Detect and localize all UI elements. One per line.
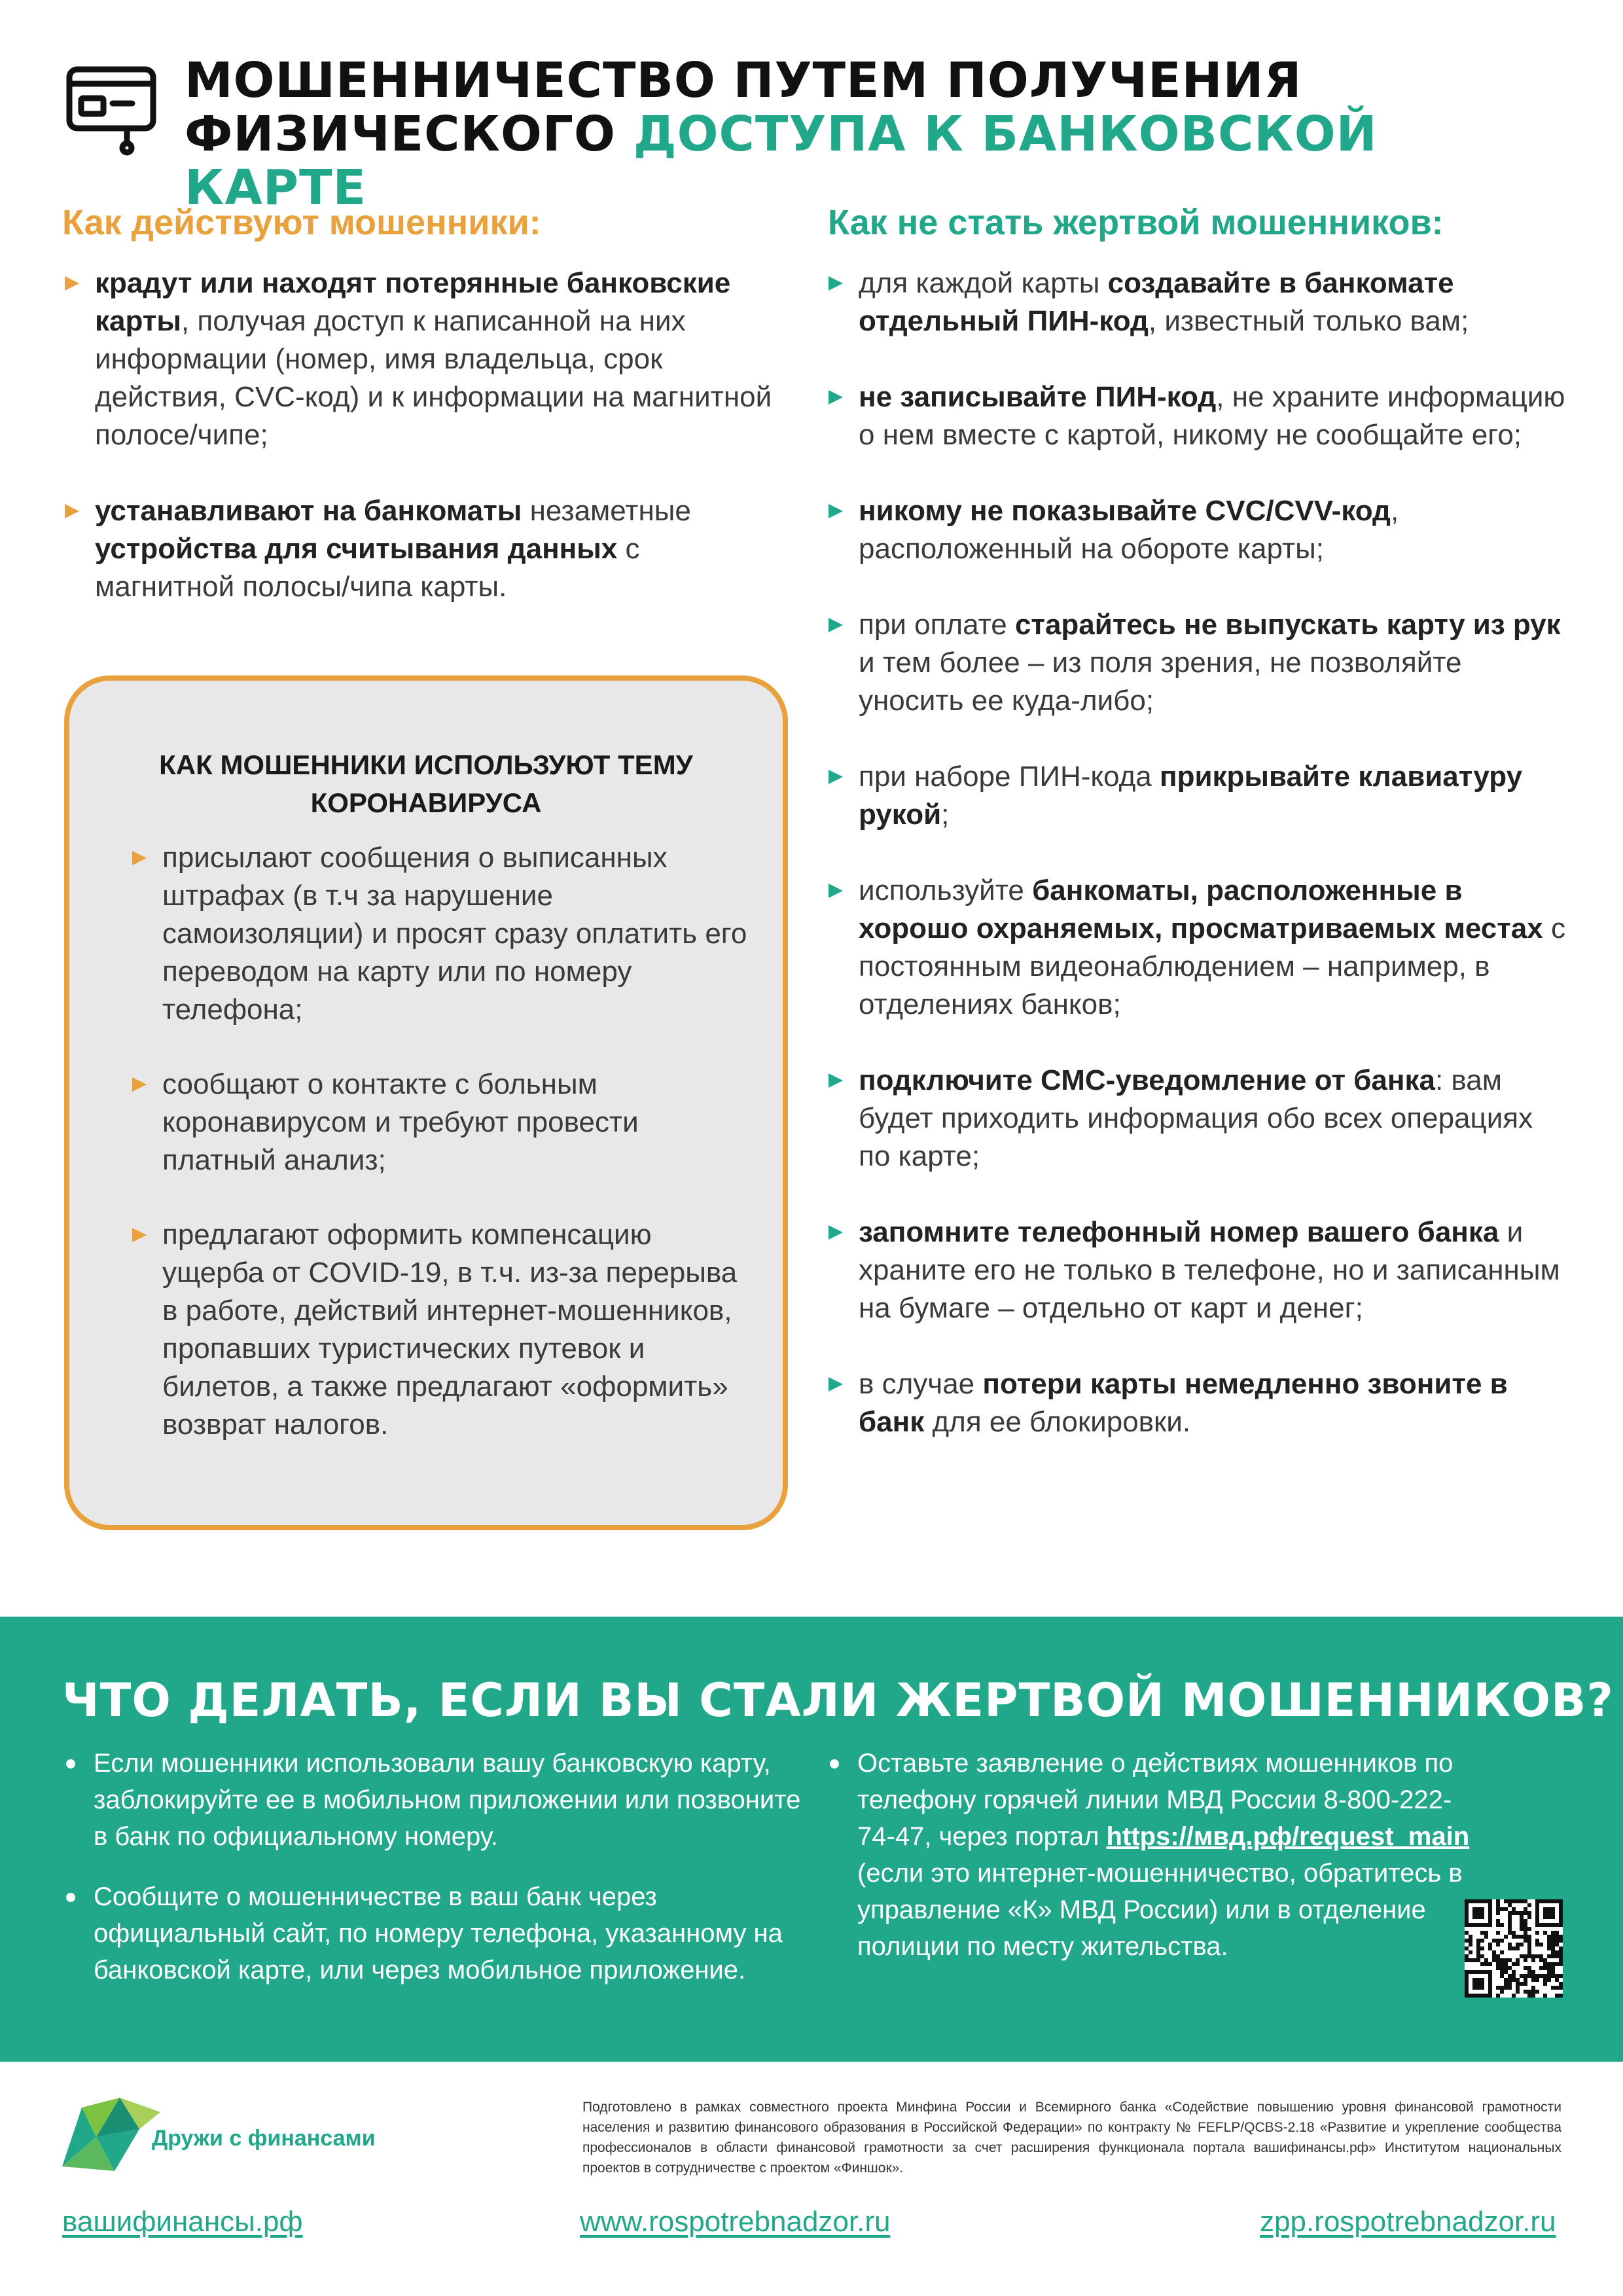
finance-logo-icon	[62, 2098, 160, 2173]
victim-actions-title: ЧТО ДЕЛАТЬ, ЕСЛИ ВЫ СТАЛИ ЖЕРТВОЙ МОШЕННИКОВ?	[62, 1674, 1614, 1727]
arrow-bullet-icon	[829, 1225, 843, 1240]
vashifinansy-link[interactable]: вашифинансы.рф	[62, 2206, 303, 2238]
list-item: Сообщите о мошенничестве в ваш банк через официальный сайт, по номеру телефона, указанному на банковской карте, или через мобильное приложение.	[62, 1878, 808, 1988]
list-item: Оставьте заявление о действиях мошенников по телефону горячей линии МВД России 8-800-222-74-47, через портал https://мвд.рф/request_main (если это интернет-мошенничество, обратитесь в управление «К» МВД России) или в отделение полиции по месту жительства.	[826, 1745, 1487, 1965]
arrow-bullet-icon	[829, 1377, 843, 1391]
arrow-bullet-icon	[829, 618, 843, 632]
dot-bullet-icon	[66, 1759, 75, 1768]
list-item: крадут или находят потерянные банковские карты, получая доступ к написанной на них информации (номер, имя владельца, срок действия, CVC-код) и к информации на магнитной полосе/чипе;	[62, 264, 782, 454]
arrow-bullet-icon	[65, 276, 79, 291]
rospotrebnadzor-link[interactable]: www.rospotrebnadzor.ru	[580, 2206, 891, 2238]
list-item: при оплате старайтесь не выпускать карту из рук и тем более – из поля зрения, не позволяйте уносить ее куда-либо;	[826, 606, 1572, 720]
arrow-bullet-icon	[829, 504, 843, 518]
victim-actions-left-list	[62, 1745, 808, 2012]
title-line-2	[185, 107, 1559, 215]
dot-bullet-icon	[66, 1893, 75, 1902]
arrow-bullet-icon	[132, 1228, 147, 1242]
list-item: сообщают о контакте с больным коронавирусом и требуют провести платный анализ;	[130, 1066, 758, 1179]
victim-actions-right-list	[826, 1745, 1487, 1988]
list-item: в случае потери карты немедленно звоните в банк для ее блокировки.	[826, 1365, 1572, 1441]
arrow-bullet-icon	[829, 390, 843, 404]
list-item: Если мошенники использовали вашу банковскую карту, заблокируйте ее в мобильном приложении или позвоните в банк по официальному номеру.	[62, 1745, 808, 1855]
arrow-bullet-icon	[132, 851, 147, 865]
coronavirus-box	[64, 675, 788, 1530]
title-dark-part: ФИЗИЧЕСКОГО	[185, 106, 616, 162]
fine-print: Подготовлено в рамках совместного проекта Минфина России и Всемирного банка «Содействие повышению уровня финансовой грамотности населения и развитию финансового образования в Российской Федерации» по контракту № FEFLP/QCBS-2.18 «Развитие и укрепление сообщества профессионалов в области финансовой грамотности за счет расширения функционала портала вашифинансы.рф» Институтом национальных проектов в сотрудничестве с проектом «Финшок».	[582, 2100, 1561, 2176]
title-line-1: МОШЕННИЧЕСТВО ПУТЕМ ПОЛУЧЕНИЯ	[185, 52, 1302, 109]
list-item: присылают сообщения о выписанных штрафах (в т.ч за нарушение самоизоляции) и просят сразу оплатить его переводом на карту или по номеру телефона;	[130, 839, 758, 1029]
arrow-bullet-icon	[829, 1073, 843, 1088]
dot-bullet-icon	[830, 1759, 839, 1768]
prevention-list	[826, 264, 1572, 1479]
page-title	[185, 54, 1559, 215]
arrow-bullet-icon	[65, 504, 79, 518]
fraud-methods-heading: Как действуют мошенники:	[62, 203, 541, 242]
arrow-bullet-icon	[829, 884, 843, 898]
list-item: никому не показывайте CVC/CVV-код, расположенный на обороте карты;	[826, 492, 1572, 568]
zpp-rospotrebnadzor-link[interactable]: zpp.rospotrebnadzor.ru	[1260, 2206, 1556, 2238]
title-green-part: ДОСТУПА К БАНКОВСКОЙ КАРТЕ	[185, 106, 1378, 216]
arrow-bullet-icon	[132, 1077, 147, 1092]
arrow-bullet-icon	[829, 770, 843, 784]
list-item: устанавливают на банкоматы незаметные устройства для считывания данных с магнитной полосы/чипа карты.	[62, 492, 782, 606]
qr-code-icon[interactable]	[1465, 1899, 1563, 1998]
arrow-bullet-icon	[829, 276, 843, 291]
fraud-methods-list	[62, 264, 782, 644]
list-item: для каждой карты создавайте в банкомате отдельный ПИН-код, известный только вам;	[826, 264, 1572, 340]
mvd-request-link[interactable]: https://мвд.рф/request_main	[1106, 1822, 1470, 1851]
victim-actions-band	[0, 1617, 1623, 2062]
coronavirus-list	[130, 839, 758, 1480]
list-item: используйте банкоматы, расположенные в хорошо охраняемых, просматриваемых местах с постоянным видеонаблюдением – например, в отделениях банков;	[826, 872, 1572, 1024]
coronavirus-box-title: КАК МОШЕННИКИ ИСПОЛЬЗУЮТ ТЕМУ КОРОНАВИРУСА	[159, 749, 693, 818]
list-item: запомните телефонный номер вашего банка и храните его не только в телефоне, но и записанным на бумаге – отдельно от карт и денег;	[826, 1213, 1572, 1327]
logo-text: Дружи с финансами	[152, 2126, 376, 2151]
list-item: подключите СМС-уведомление от банка: вам будет приходить информация обо всех операциях по карте;	[826, 1062, 1572, 1175]
list-item: при наборе ПИН-кода прикрывайте клавиатуру рукой;	[826, 758, 1572, 834]
list-item: не записывайте ПИН-код, не храните информацию о нем вместе с картой, никому не сообщайте его;	[826, 378, 1572, 454]
prevention-heading: Как не стать жертвой мошенников:	[828, 203, 1444, 242]
card-terminal-icon	[65, 64, 157, 156]
list-item: предлагают оформить компенсацию ущерба от COVID-19, в т.ч. из-за перерыва в работе, действий интернет-мошенников, пропавших туристических путевок и билетов, а также предлагают «оформить» возврат налогов.	[130, 1216, 758, 1444]
